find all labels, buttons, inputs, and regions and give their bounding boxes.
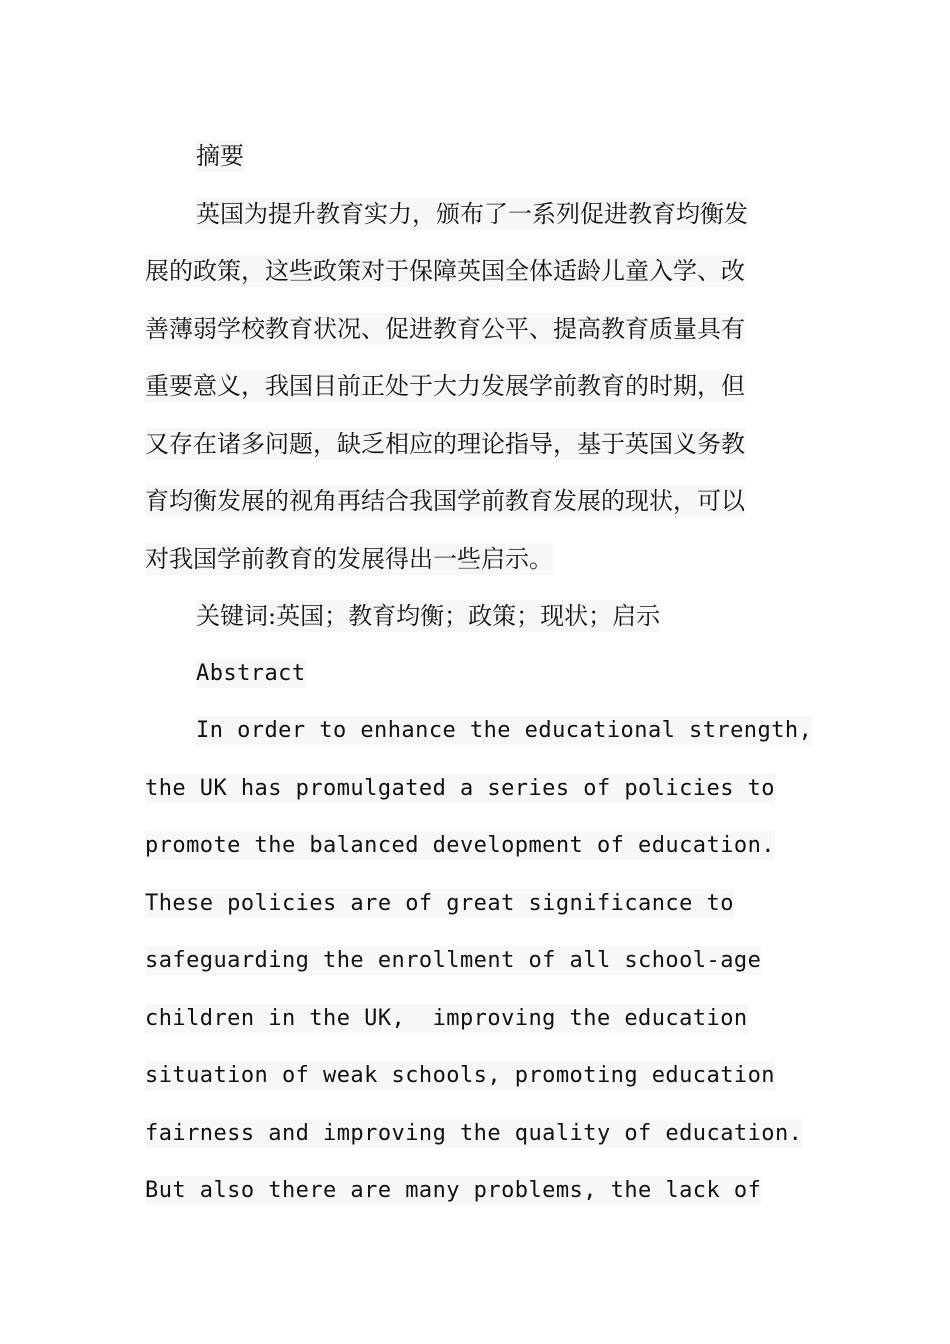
abstract-cn-line: 对我国学前教育的发展得出一些启示。: [145, 545, 553, 573]
abstract-en-line: safeguarding the enrollment of all school-age: [145, 948, 762, 973]
abstract-cn-heading: 摘要: [196, 142, 244, 170]
abstract-cn-line: 英国为提升教育实力，颁布了一系列促进教育均衡发: [196, 200, 748, 228]
abstract-en-line: the UK has promulgated a series of policies to: [145, 776, 775, 801]
keywords-cn: 关键词:英国；教育均衡；政策；现状；启示: [196, 602, 661, 630]
abstract-cn-line: 善薄弱学校教育状况、促进教育公平、提高教育质量具有: [145, 315, 745, 343]
abstract-cn-line: 育均衡发展的视角再结合我国学前教育发展的现状，可以: [145, 487, 745, 515]
abstract-en-line: children in the UK, improving the education: [145, 1006, 748, 1031]
abstract-cn-line: 重要意义，我国目前正处于大力发展学前教育的时期，但: [145, 372, 745, 400]
abstract-en-line: These policies are of great significance to: [145, 891, 734, 916]
abstract-en-line: But also there are many problems, the lack of: [145, 1178, 762, 1203]
abstract-cn-line: 又存在诸多问题，缺乏相应的理论指导，基于英国义务教: [145, 430, 745, 458]
abstract-en-line: promote the balanced development of education.: [145, 833, 775, 858]
abstract-en-line: fairness and improving the quality of education.: [145, 1121, 803, 1146]
abstract-en-heading: Abstract: [196, 661, 306, 686]
abstract-cn-line: 展的政策，这些政策对于保障英国全体适龄儿童入学、改: [145, 257, 745, 285]
abstract-en-line: In order to enhance the educational strength,: [196, 718, 813, 743]
abstract-en-line: situation of weak schools, promoting education: [145, 1063, 775, 1088]
